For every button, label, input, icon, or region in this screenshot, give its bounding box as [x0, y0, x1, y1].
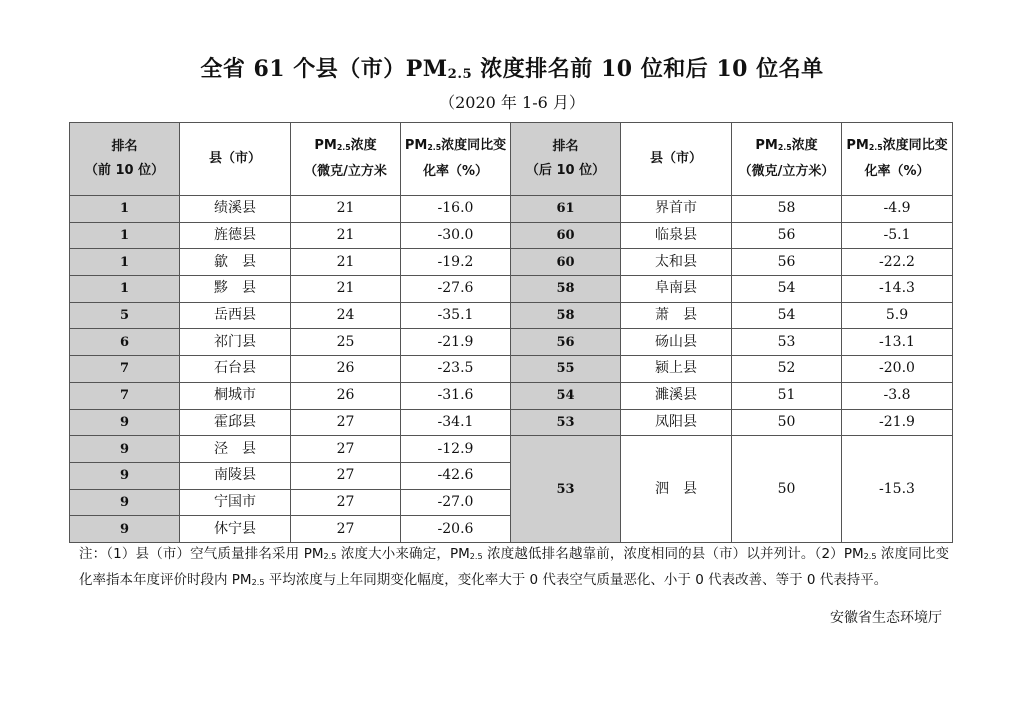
concentration-cell: 25 — [291, 329, 401, 356]
county-cell: 黟 县 — [180, 276, 291, 303]
rank-cell: 7 — [70, 356, 180, 383]
header-concentration-bottom: $PM_{2.5}$浓度 （微克/立方米） — [732, 123, 842, 196]
change-rate-cell: -42.6 — [401, 462, 511, 489]
rank-cell: 53 — [511, 436, 621, 543]
rank-cell: 53 — [511, 409, 621, 436]
concentration-cell: 56 — [732, 222, 842, 249]
concentration-cell: 51 — [732, 382, 842, 409]
table-row — [70, 329, 953, 356]
county-cell: 宁国市 — [180, 489, 291, 516]
rank-cell: 1 — [70, 222, 180, 249]
concentration-cell: 54 — [732, 276, 842, 303]
footnote: 注：（1）县（市）空气质量排名采用 $PM_{2.5}$ 浓度大小来确定，$PM_{2.5}$ 浓度越低排名越靠前，浓度相同的县（市）以并列计。$(2)PM_{2.5}$ 浓度同比变化率指本年度评价时段内 $PM_{2.5}$ 平均浓度与上年同期变化幅度，变化率大于 0 代表空气质量恶化、小于 0 代表改善、等于 0 代表持平。 — [79, 546, 949, 589]
change-rate-cell: -5.1 — [842, 222, 953, 249]
county-cell: 泾 县 — [180, 436, 291, 463]
county-cell: 歙 县 — [180, 249, 291, 276]
change-rate-cell: -14.3 — [842, 276, 953, 303]
concentration-cell: 58 — [732, 196, 842, 223]
table-row — [70, 409, 953, 436]
rank-cell: 5 — [70, 302, 180, 329]
concentration-cell: 50 — [732, 436, 842, 543]
table-row — [70, 436, 953, 463]
concentration-cell: 21 — [291, 249, 401, 276]
county-cell: 旌德县 — [180, 222, 291, 249]
concentration-cell: 21 — [291, 276, 401, 303]
change-rate-cell: -15.3 — [842, 436, 953, 543]
change-rate-cell: -19.2 — [401, 249, 511, 276]
county-cell: 桐城市 — [180, 382, 291, 409]
county-cell: 阜南县 — [621, 276, 732, 303]
change-rate-cell: -35.1 — [401, 302, 511, 329]
change-rate-cell: -16.0 — [401, 196, 511, 223]
change-rate-cell: -34.1 — [401, 409, 511, 436]
table-row — [70, 356, 953, 383]
county-cell: 太和县 — [621, 249, 732, 276]
concentration-cell: 54 — [732, 302, 842, 329]
change-rate-cell: -3.8 — [842, 382, 953, 409]
change-rate-cell: -4.9 — [842, 196, 953, 223]
county-cell: 临泉县 — [621, 222, 732, 249]
concentration-cell: 21 — [291, 222, 401, 249]
concentration-cell: 26 — [291, 356, 401, 383]
rank-cell: 9 — [70, 409, 180, 436]
rank-cell: 61 — [511, 196, 621, 223]
header-county-top: 县（市） — [180, 123, 291, 196]
change-rate-cell: -20.0 — [842, 356, 953, 383]
county-cell: 休宁县 — [180, 516, 291, 543]
county-cell: 颍上县 — [621, 356, 732, 383]
county-cell: 萧 县 — [621, 302, 732, 329]
table-row — [70, 276, 953, 303]
rank-cell: 1 — [70, 276, 180, 303]
rank-cell: 60 — [511, 222, 621, 249]
rank-cell: 9 — [70, 436, 180, 463]
rank-cell: 54 — [511, 382, 621, 409]
concentration-cell: 24 — [291, 302, 401, 329]
rank-cell: 9 — [70, 516, 180, 543]
change-rate-cell: -21.9 — [401, 329, 511, 356]
county-cell: 濉溪县 — [621, 382, 732, 409]
header-concentration-top: $PM_{2.5}$浓度 （微克/立方米 — [291, 123, 401, 196]
table-row — [70, 249, 953, 276]
county-cell: 绩溪县 — [180, 196, 291, 223]
header-change-rate-top: $PM_{2.5}$浓度同比变 化率（%） — [401, 123, 511, 196]
county-cell: 霍邱县 — [180, 409, 291, 436]
change-rate-cell: -31.6 — [401, 382, 511, 409]
county-cell: 凤阳县 — [621, 409, 732, 436]
table-row — [70, 196, 953, 223]
change-rate-cell: -13.1 — [842, 329, 953, 356]
county-cell: 祁门县 — [180, 329, 291, 356]
county-cell: 界首市 — [621, 196, 732, 223]
document-subtitle: （2020 年 1-6 月） — [439, 93, 585, 112]
table-header-row — [70, 123, 953, 196]
concentration-cell: 27 — [291, 489, 401, 516]
change-rate-cell: -21.9 — [842, 409, 953, 436]
county-cell: 南陵县 — [180, 462, 291, 489]
issuer-signature: 安徽省生态环境厅 — [830, 610, 942, 626]
header-rank-top: 排名 （前 10 位） — [70, 123, 180, 196]
concentration-cell: 56 — [732, 249, 842, 276]
table-row — [70, 222, 953, 249]
header-rank-bottom: 排名 （后 10 位） — [511, 123, 621, 196]
rank-cell: 1 — [70, 196, 180, 223]
change-rate-cell: -22.2 — [842, 249, 953, 276]
concentration-cell: 21 — [291, 196, 401, 223]
county-cell: 岳西县 — [180, 302, 291, 329]
rank-cell: 55 — [511, 356, 621, 383]
concentration-cell: 27 — [291, 409, 401, 436]
change-rate-cell: 5.9 — [842, 302, 953, 329]
table-row — [70, 382, 953, 409]
ranking-table — [69, 122, 953, 543]
county-cell: 泗 县 — [621, 436, 732, 543]
rank-cell: 58 — [511, 302, 621, 329]
header-change-rate-bottom: $PM_{2.5}$浓度同比变 化率（%） — [842, 123, 953, 196]
rank-cell: 58 — [511, 276, 621, 303]
change-rate-cell: -23.5 — [401, 356, 511, 383]
change-rate-cell: -27.6 — [401, 276, 511, 303]
concentration-cell: 27 — [291, 516, 401, 543]
change-rate-cell: -30.0 — [401, 222, 511, 249]
rank-cell: 7 — [70, 382, 180, 409]
rank-cell: 1 — [70, 249, 180, 276]
concentration-cell: 52 — [732, 356, 842, 383]
county-cell: 石台县 — [180, 356, 291, 383]
concentration-cell: 26 — [291, 382, 401, 409]
concentration-cell: 27 — [291, 462, 401, 489]
change-rate-cell: -27.0 — [401, 489, 511, 516]
header-county-bottom: 县（市） — [621, 123, 732, 196]
county-cell: 砀山县 — [621, 329, 732, 356]
rank-cell: 9 — [70, 462, 180, 489]
rank-cell: 6 — [70, 329, 180, 356]
rank-cell: 60 — [511, 249, 621, 276]
rank-cell: 56 — [511, 329, 621, 356]
change-rate-cell: -12.9 — [401, 436, 511, 463]
change-rate-cell: -20.6 — [401, 516, 511, 543]
concentration-cell: 53 — [732, 329, 842, 356]
concentration-cell: 27 — [291, 436, 401, 463]
concentration-cell: 50 — [732, 409, 842, 436]
document-title: 全省 61 个县（市）$PM_{2.5}$ 浓度排名前 10 位和后 10 位名单 — [200, 56, 824, 82]
table-row — [70, 302, 953, 329]
rank-cell: 9 — [70, 489, 180, 516]
